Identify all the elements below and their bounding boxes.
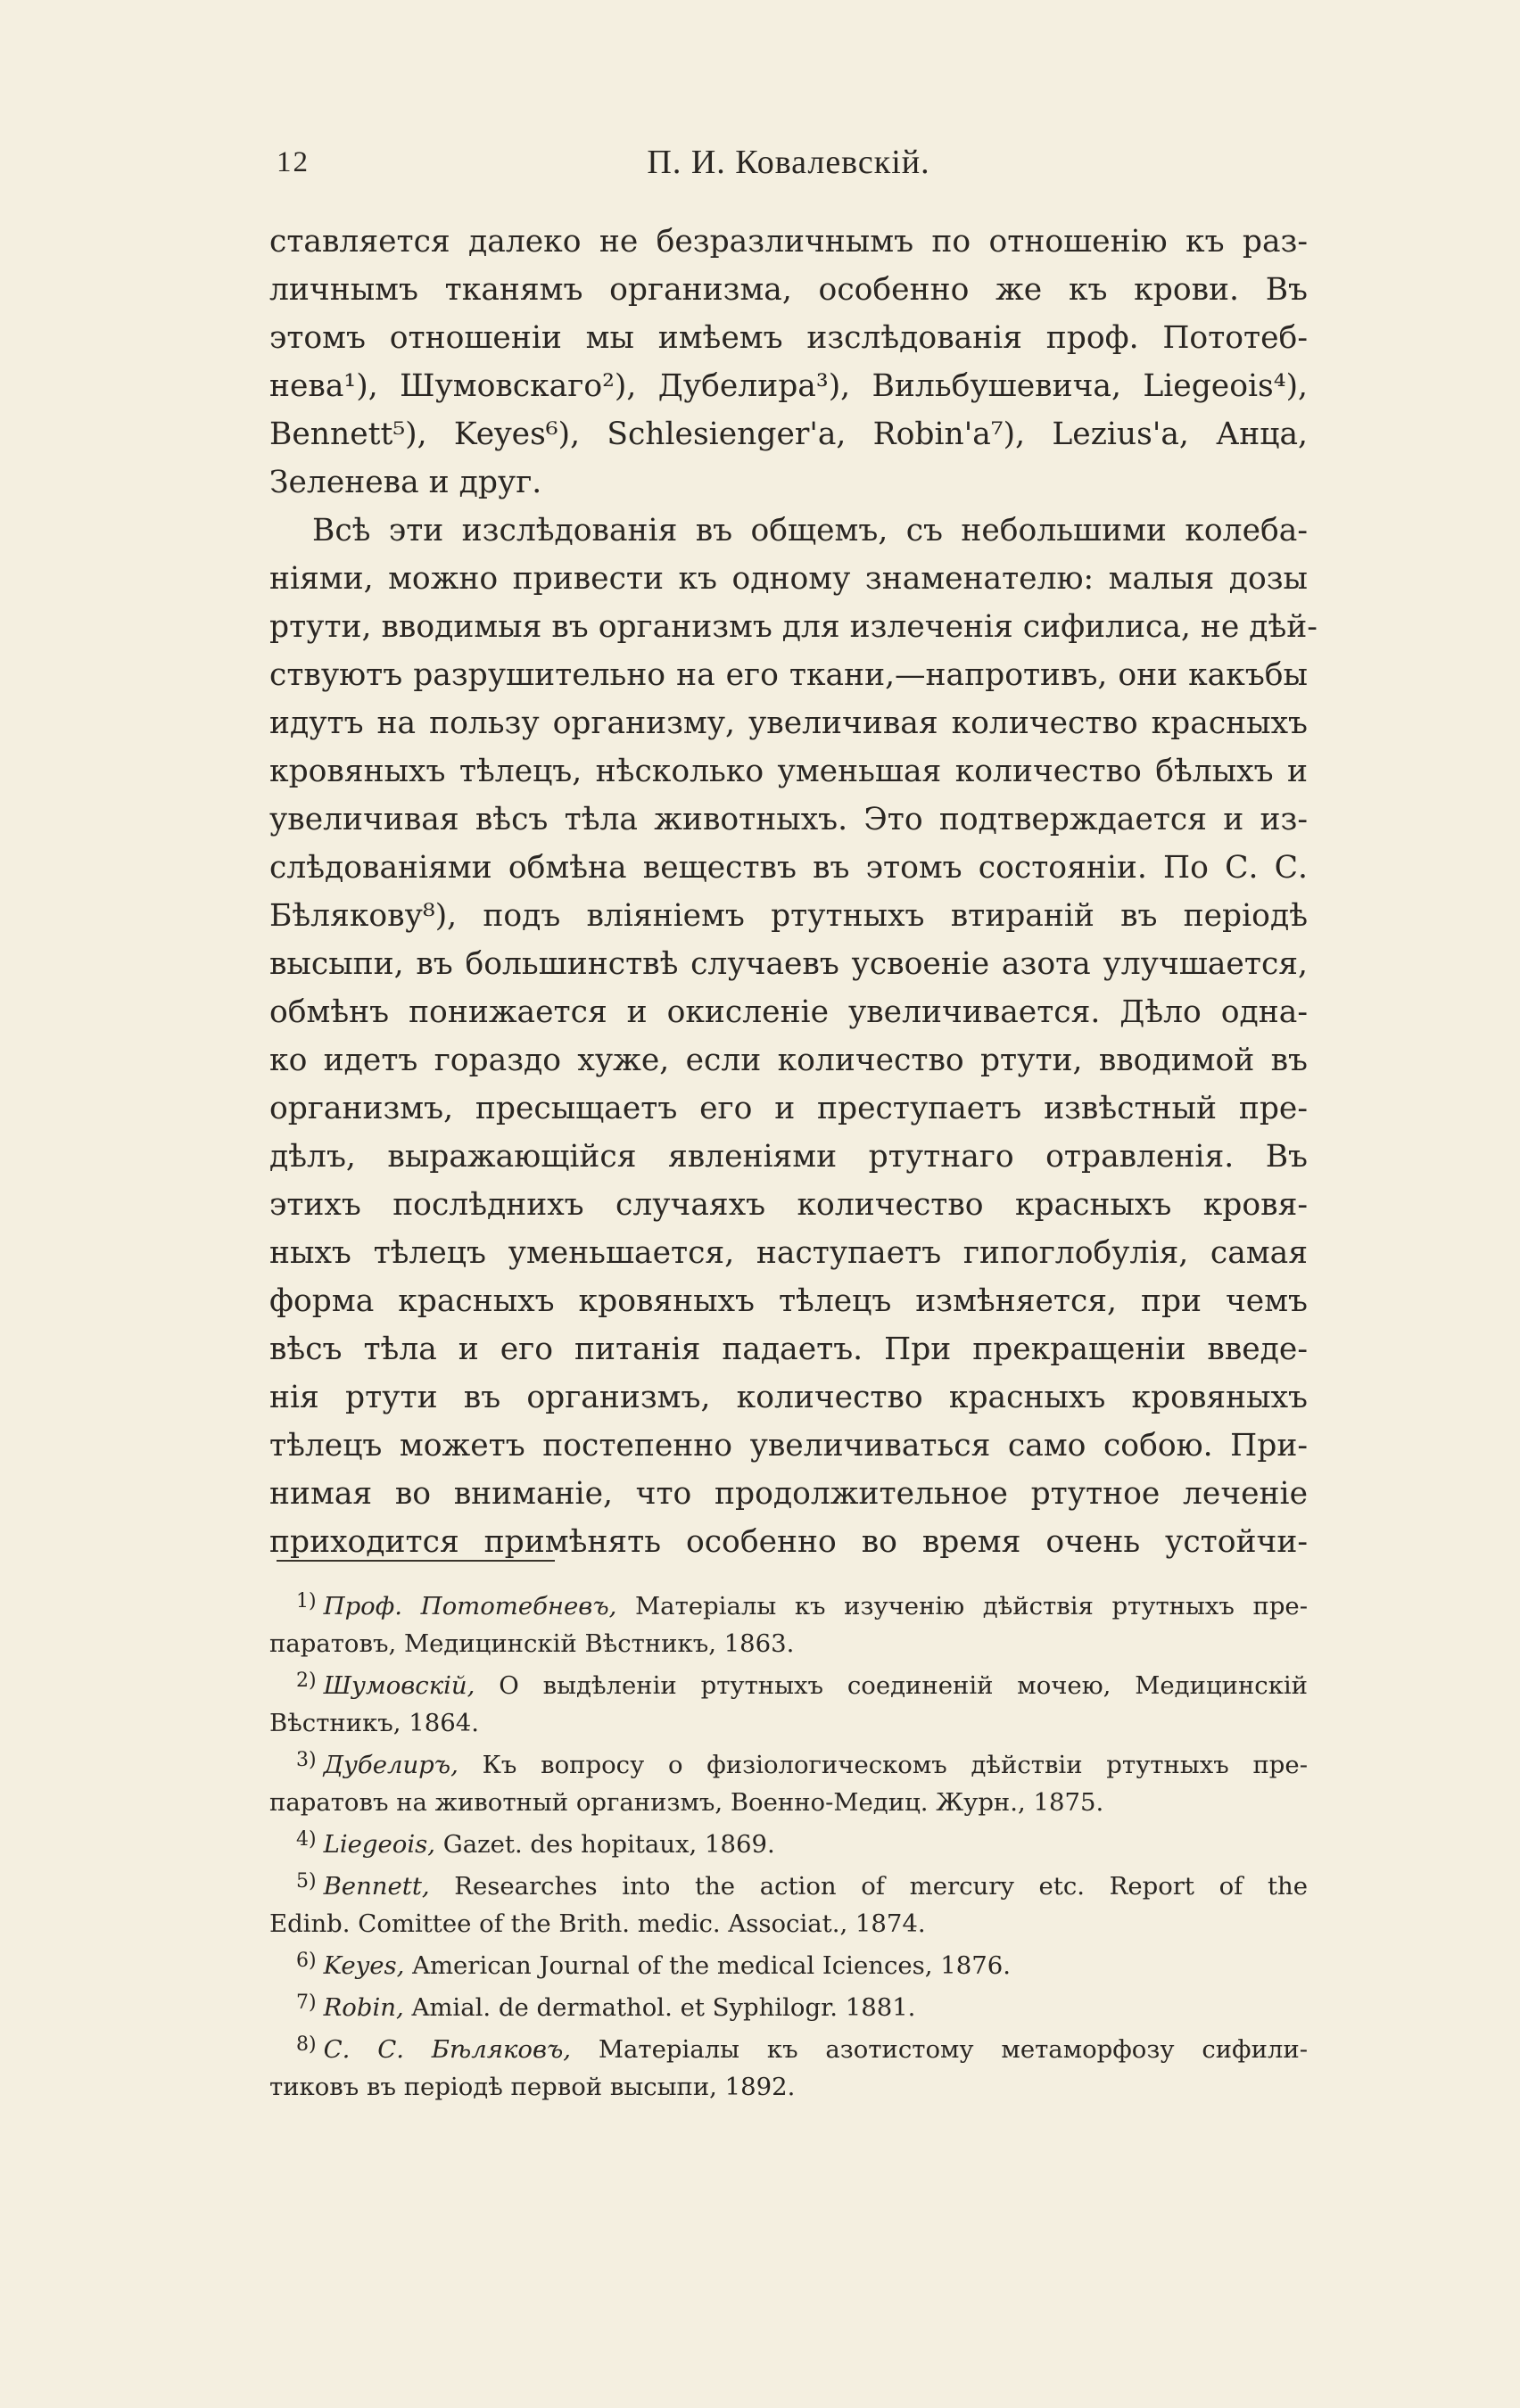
footnote-author: С. С. Бѣляковъ, — [323, 2035, 572, 2064]
text-line: личнымъ тканямъ организма, особенно же къ крови. Въ — [269, 272, 1308, 308]
text-line: приходится примѣнять особенно во время очень устойчи- — [269, 1524, 1308, 1560]
text-line: нимая во вниманіе, что продолжительное ртутное леченіе — [269, 1476, 1308, 1512]
footnote-line — [269, 1984, 1308, 2026]
footnote-6 — [269, 1942, 1308, 1984]
footnote-author: Дубелиръ, — [323, 1751, 458, 1779]
footnote-marker: 3) — [296, 1749, 317, 1771]
footnote-text: Матеріалы къ азотистому метаморфозу сифили- — [598, 2035, 1309, 2064]
page-number: 12 — [277, 146, 310, 178]
text-line: нія ртути въ организмъ, количество красныхъ кровяныхъ — [269, 1380, 1308, 1415]
footnote-separator — [277, 1560, 555, 1562]
footnote-marker: 8) — [296, 2033, 317, 2056]
footnote-author: Liegeois, — [323, 1830, 436, 1859]
footnote-marker: 1) — [296, 1590, 317, 1612]
footnote-text: Матеріалы къ изученію дѣйствія ртутныхъ пре- — [635, 1592, 1308, 1620]
text-line: Всѣ эти изслѣдованія въ общемъ, съ небольшими колеба- — [312, 513, 1308, 548]
text-line: организмъ, пресыщаетъ его и преступаетъ извѣстный пре- — [269, 1091, 1308, 1126]
footnotes — [269, 1583, 1308, 2106]
footnote-marker: 4) — [296, 1828, 317, 1851]
footnote-line — [269, 1863, 1308, 1905]
text-line: Бѣлякову⁸), подъ вліяніемъ ртутныхъ втираній въ періодѣ — [269, 898, 1308, 934]
footnote-text: American Journal of the medical Iciences, 1876. — [412, 1951, 1011, 1980]
footnote-line — [269, 2026, 1308, 2068]
footnote-7 — [269, 1984, 1308, 2026]
footnote-2 — [269, 1662, 1308, 1742]
text-line: кровяныхъ тѣлецъ, нѣсколько уменьшая количество бѣлыхъ и — [269, 754, 1308, 789]
text-line: форма красныхъ кровяныхъ тѣлецъ измѣняется, при чемъ — [269, 1283, 1308, 1319]
text-line: ніями, можно привести къ одному знаменателю: малыя дозы — [269, 561, 1308, 597]
text-line: Зеленева и друг. — [269, 465, 542, 500]
footnote-line: тиковъ въ періодѣ первой высыпи, 1892. — [269, 2073, 796, 2101]
footnote-marker: 6) — [296, 1950, 317, 1972]
footnote-8 — [269, 2026, 1308, 2106]
footnote-marker: 2) — [296, 1670, 317, 1692]
footnote-marker: 7) — [296, 1992, 317, 2014]
footnote-author: Проф. Пототебневъ, — [323, 1592, 617, 1620]
text-line: ртути, вводимыя въ организмъ для излеченія сифилиса, не дѣй- — [269, 609, 1318, 645]
footnote-author: Bennett, — [323, 1872, 430, 1901]
running-title: П. И. Ковалевскій. — [647, 144, 930, 181]
text-line: тѣлецъ можетъ постепенно увеличиваться само собою. При- — [269, 1428, 1308, 1464]
footnote-line: Edinb. Comittee of the Brith. medic. Associat., 1874. — [269, 1909, 926, 1938]
footnote-line: Вѣстникъ, 1864. — [269, 1709, 479, 1737]
text-line: нева¹), Шумовскаго²), Дубелира³), Вильбушевича, Liegeois⁴), — [269, 368, 1308, 404]
footnote-line: паратовъ на животный организмъ, Военно-Медиц. Журн., 1875. — [269, 1788, 1104, 1817]
footnote-marker: 5) — [296, 1870, 317, 1893]
footnote-author: Keyes, — [323, 1951, 405, 1980]
page-header — [269, 143, 1308, 187]
footnote-4 — [269, 1821, 1308, 1863]
footnote-5 — [269, 1863, 1308, 1942]
text-line: этомъ отношеніи мы имѣемъ изслѣдованія проф. Пототеб- — [269, 320, 1308, 356]
footnote-line: паратовъ, Медицинскій Вѣстникъ, 1863. — [269, 1629, 795, 1658]
footnote-text: О выдѣленіи ртутныхъ соединеній мочею, Медицинскій — [499, 1671, 1309, 1700]
text-line: этихъ послѣднихъ случаяхъ количество красныхъ кровя- — [269, 1187, 1308, 1223]
text-line: дѣлъ, выражающійся явленіями ртутнаго отравленія. Въ — [269, 1139, 1308, 1175]
text-line: увеличивая вѣсъ тѣла животныхъ. Это подтверждается и из- — [269, 802, 1308, 837]
footnote-text: Researches into the action of mercury etc. Report of the — [454, 1872, 1308, 1901]
text-line: ставляется далеко не безразличнымъ по отношенію къ раз- — [269, 224, 1308, 260]
text-line: ствуютъ разрушительно на его ткани,—напротивъ, они какъбы — [269, 657, 1308, 693]
footnote-line — [269, 1583, 1308, 1625]
footnote-3 — [269, 1742, 1308, 1821]
footnote-line — [269, 1662, 1308, 1704]
footnote-text: Gazet. des hopitaux, 1869. — [442, 1830, 775, 1859]
footnote-line — [269, 1742, 1308, 1784]
footnote-line — [269, 1821, 1308, 1863]
text-line: ко идетъ гораздо хуже, если количество ртути, вводимой въ — [269, 1043, 1308, 1078]
footnote-1 — [269, 1583, 1308, 1662]
text-line: обмѣнъ понижается и окисленіе увеличивается. Дѣло одна- — [269, 994, 1308, 1030]
footnote-text: Amial. de dermathol. et Syphilogr. 1881. — [411, 1993, 916, 2022]
text-line: идутъ на пользу организму, увеличивая количество красныхъ — [269, 705, 1308, 741]
footnote-line — [269, 1942, 1308, 1984]
footnote-text: Къ вопросу о физіологическомъ дѣйствіи ртутныхъ пре- — [482, 1751, 1308, 1779]
text-line: слѣдованіями обмѣна веществъ въ этомъ состояніи. По С. С. — [269, 850, 1308, 886]
footnote-author: Шумовскій, — [323, 1671, 475, 1700]
text-line: вѣсъ тѣла и его питанія падаетъ. При прекращеніи введе- — [269, 1332, 1308, 1367]
text-line: Bennett⁵), Keyes⁶), Schlesienger'a, Robin'a⁷), Lezius'a, Анца, — [269, 416, 1308, 452]
footnote-author: Robin, — [323, 1993, 404, 2022]
main-text — [269, 218, 1318, 1566]
text-line: высыпи, въ большинствѣ случаевъ усвоеніе азота улучшается, — [269, 946, 1308, 982]
text-line: ныхъ тѣлецъ уменьшается, наступаетъ гипоглобулія, самая — [269, 1235, 1308, 1271]
